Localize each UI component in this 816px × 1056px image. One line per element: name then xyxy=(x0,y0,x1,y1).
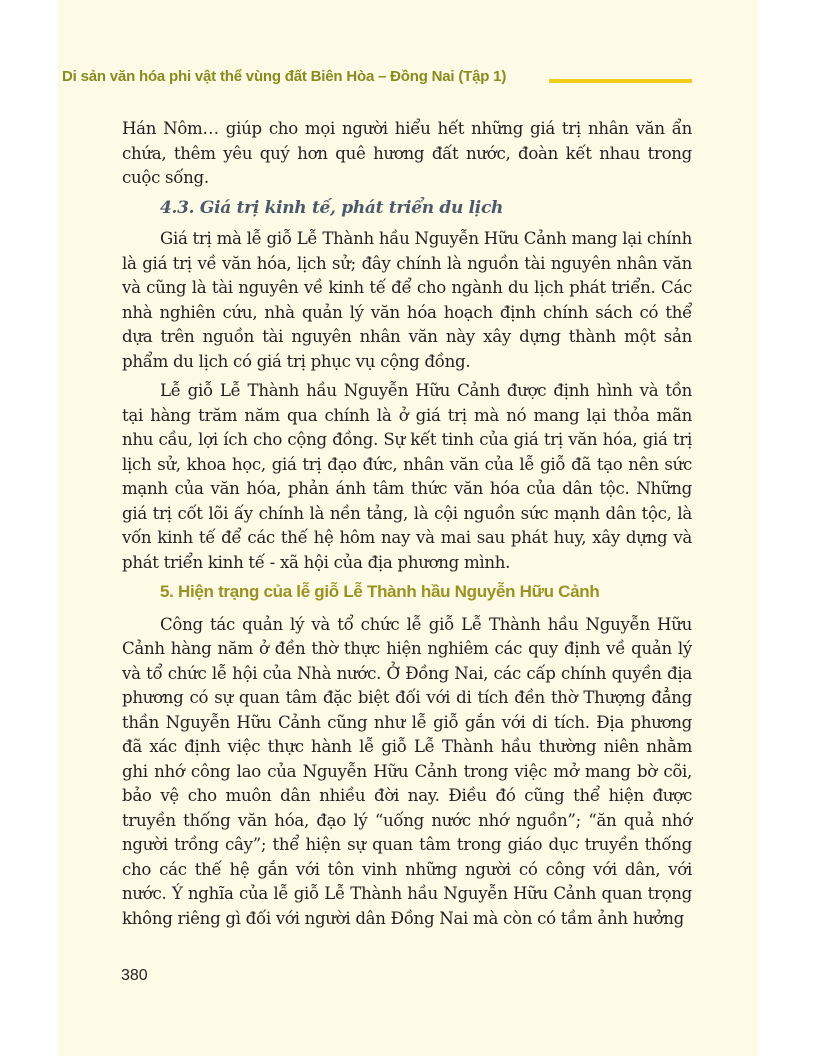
paragraph-continuation: Hán Nôm… giúp cho mọi người hiểu hết những giá trị nhân văn ẩn chứa, thêm yêu quý hơn quê hương đất nước, đoàn kết nhau trong cuộc sống. xyxy=(122,119,692,187)
paragraph: Giá trị mà lễ giỗ Lễ Thành hầu Nguyễn Hữu Cảnh mang lại chính là giá trị về văn hóa, lịch sử; đây chính là nguồn tài nguyên nhân văn và cũng là tài nguyên về kinh tế để cho ngành du lịch phát triển. Các nhà nghiên cứu, nhà quản lý văn hóa hoạch định chính sách có thể dựa trên nguồn tài nguyên nhân văn này xây dựng thành một sản phẩm du lịch có giá trị phục vụ cộng đồng. xyxy=(122,229,692,371)
paragraph: Công tác quản lý và tổ chức lễ giỗ Lễ Thành hầu Nguyễn Hữu Cảnh hàng năm ở đền thờ thực hiện nghiêm các quy định về quản lý và tổ chức lễ hội của Nhà nước. Ở Đồng Nai, các cấp chính quyền địa phương có sự quan tâm đặc biệt đối với di tích đền thờ Thượng đẳng thần Nguyễn Hữu Cảnh cũng như lễ giỗ gắn với di tích. Địa phương đã xác định việc thực hành lễ giỗ Lễ Thành hầu thường niên nhằm ghi nhớ công lao của Nguyễn Hữu Cảnh trong việc mở mang bờ cõi, bảo vệ cho muôn dân nhiều đời nay. Điều đó cũng thể hiện được truyền thống văn hóa, đạo lý “uống nước nhớ nguồn”; “ăn quả nhớ người trồng cây”; thể hiện sự quan tâm trong giáo dục truyền thống cho các thế hệ gắn với tôn vinh những người có công với dân, với nước. Ý nghĩa của lễ giỗ Lễ Thành hầu Nguyễn Hữu Cảnh quan trọng không riêng gì đối với người dân Đồng Nai mà còn có tầm ảnh hưởng xyxy=(122,614,692,928)
paragraph: Lễ giỗ Lễ Thành hầu Nguyễn Hữu Cảnh được định hình và tồn tại hàng trăm năm qua chính là ở giá trị mà nó mang lại thỏa mãn nhu cầu, lợi ích cho cộng đồng. Sự kết tinh của giá trị văn hóa, giá trị lịch sử, khoa học, giá trị đạo đức, nhân văn của lễ giỗ đã tạo nên sức mạnh của văn hóa, phản ánh tâm thức văn hóa của dân tộc. Những giá trị cốt lõi ấy chính là nền tảng, là cội nguồn sức mạnh dân tộc, là vốn kinh tế để các thế hệ hôm nay và mai sau phát huy, xây dựng và phát triển kinh tế - xã hội của địa phương mình. xyxy=(122,381,692,572)
header-rule xyxy=(549,79,692,83)
page-body xyxy=(122,117,692,936)
page-number: 380 xyxy=(121,967,148,984)
running-header: Di sản văn hóa phi vật thể vùng đất Biên Hòa – Đồng Nai (Tập 1) xyxy=(62,68,507,85)
section-4-3-heading: 4.3. Giá trị kinh tế, phát triển du lịch xyxy=(160,197,504,218)
section-5-heading: 5. Hiện trạng của lễ giỗ Lễ Thành hầu Nguyễn Hữu Cảnh xyxy=(160,582,600,601)
